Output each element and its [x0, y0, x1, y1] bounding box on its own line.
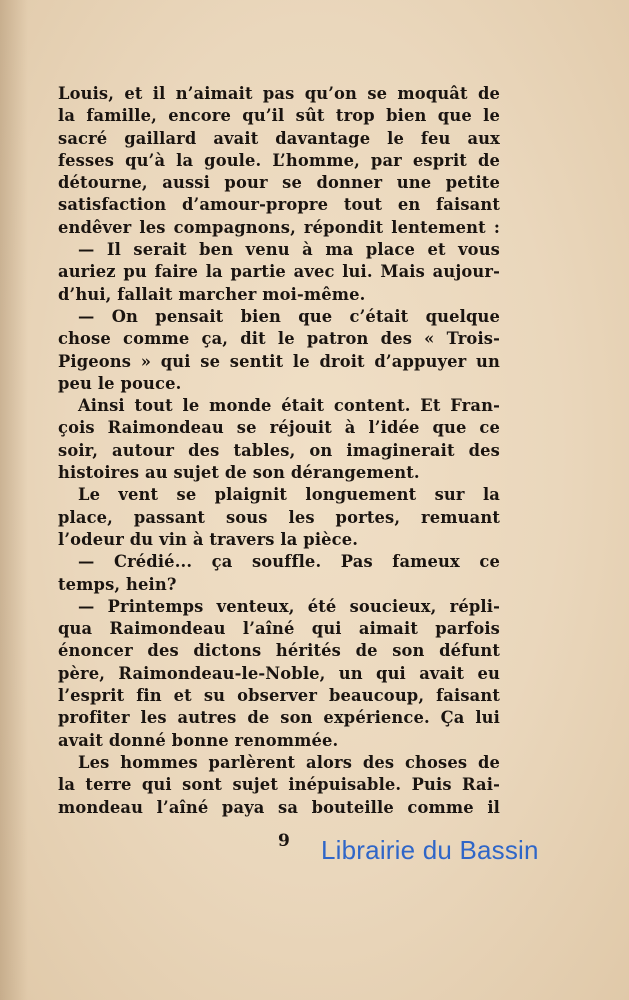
- text-line: — Il serait ben venu à ma place et vous: [78, 240, 500, 260]
- text-line: endêver les compagnons, répondit lentement :: [58, 217, 500, 237]
- text-line: chose comme ça, dit le patron des « Trois-: [58, 329, 500, 349]
- text-line: peu le pouce.: [58, 373, 182, 393]
- page-number: 9: [278, 831, 290, 851]
- text-line: çois Raimondeau se réjouit à l’idée que ce: [58, 418, 500, 438]
- text-line: Louis, et il n’aimait pas qu’on se moquât de: [58, 84, 500, 103]
- text-line: la famille, encore qu’il sût trop bien que le: [58, 106, 500, 126]
- text-line: sacré gaillard avait davantage le feu aux: [58, 128, 500, 148]
- text-line: la terre qui sont sujet inépuisable. Puis Rai-: [58, 775, 500, 795]
- text-line: l’odeur du vin à travers la pièce.: [58, 529, 359, 549]
- body-text: [58, 83, 500, 819]
- text-line: mondeau l’aîné paya sa bouteille comme il: [58, 797, 500, 817]
- text-line: satisfaction d’amour-propre tout en faisant: [58, 195, 500, 215]
- text-line: Pigeons » qui se sentit le droit d’appuyer un: [58, 351, 500, 371]
- text-line: d’hui, fallait marcher moi-même.: [58, 284, 366, 304]
- text-line: auriez pu faire la partie avec lui. Mais aujour-: [58, 262, 500, 282]
- text-line: père, Raimondeau-le-Noble, un qui avait eu: [58, 663, 500, 683]
- text-line: place, passant sous les portes, remuant: [58, 507, 500, 527]
- text-line: — Crédié... ça souffle. Pas fameux ce: [78, 552, 500, 572]
- text-line: fesses qu’à la goule. L’homme, par esprit de: [58, 150, 500, 170]
- text-line: Les hommes parlèrent alors des choses de: [78, 752, 500, 772]
- text-line: histoires au sujet de son dérangement.: [58, 463, 420, 483]
- text-line: — On pensait bien que c’était quelque: [78, 306, 500, 326]
- text-line: énoncer des dictons hérités de son défunt: [58, 641, 500, 661]
- text-line: l’esprit fin et su observer beaucoup, faisant: [58, 686, 500, 706]
- text-line: qua Raimondeau l’aîné qui aimait parfois: [58, 619, 500, 639]
- text-line: Le vent se plaignit longuement sur la: [78, 485, 500, 505]
- text-line: — Printemps venteux, été soucieux, répli-: [78, 596, 500, 616]
- text-line: détourne, aussi pour se donner une petite: [58, 173, 500, 193]
- text-line: soir, autour des tables, on imaginerait des: [58, 440, 500, 460]
- watermark: Librairie du Bassin: [321, 835, 539, 865]
- text-line: Ainsi tout le monde était content. Et Fran-: [78, 396, 500, 416]
- text-line: avait donné bonne renommée.: [58, 730, 339, 750]
- text-line: temps, hein?: [58, 574, 177, 594]
- spine-shadow: [0, 0, 28, 1000]
- text-line: profiter les autres de son expérience. Ça lui: [58, 708, 500, 728]
